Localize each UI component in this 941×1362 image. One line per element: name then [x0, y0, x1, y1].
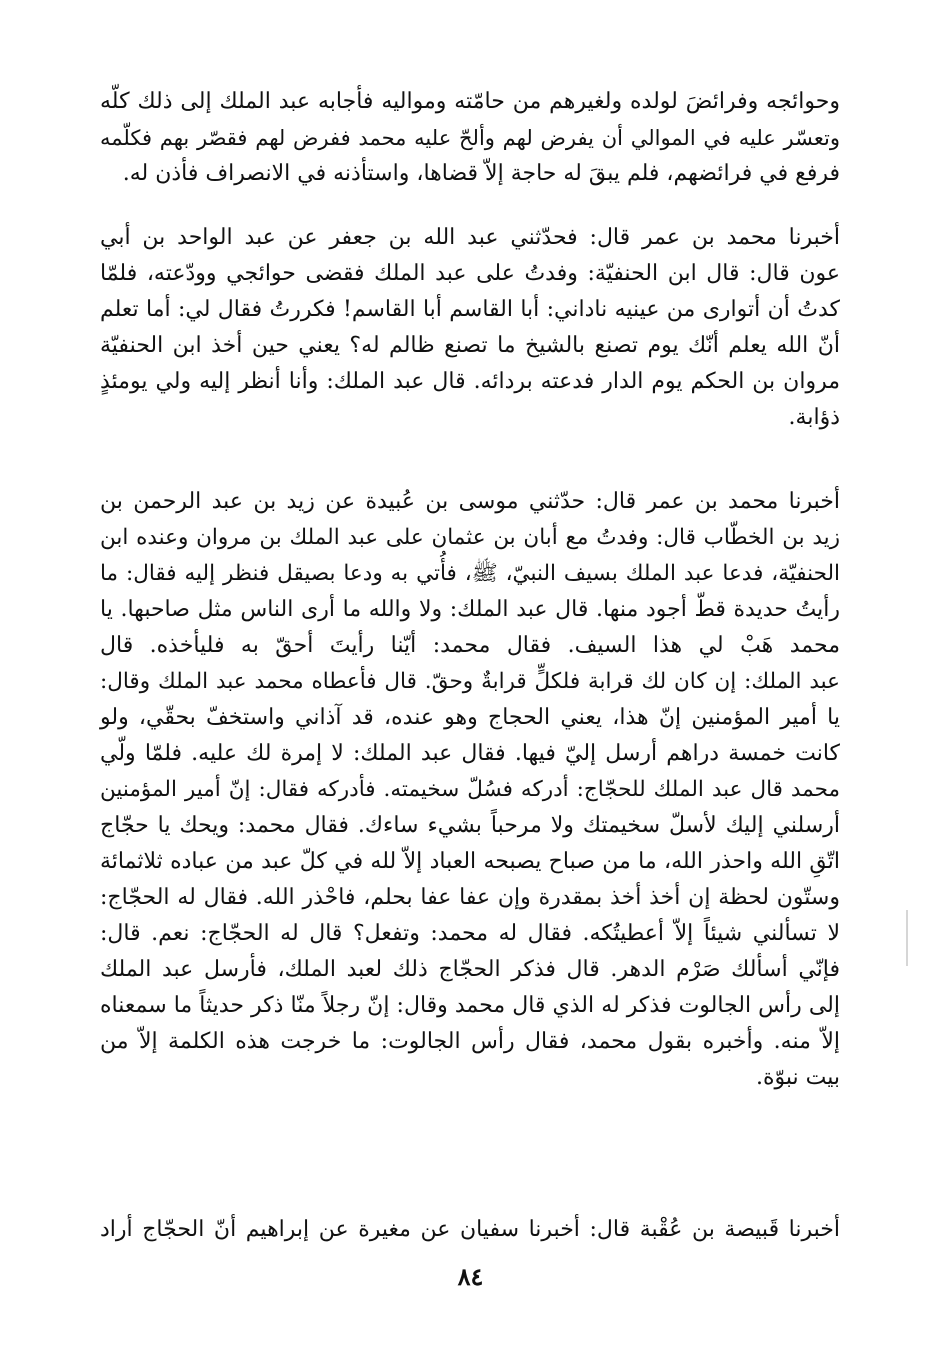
text-line: عون قال: قال ابن الحنفيّة: وفدتُ على عبد الملك فقضى حوائجي وودّعته، فلمّا — [100, 261, 840, 286]
paragraph-1 — [100, 84, 840, 192]
text-line: وستّون لحظة إن أخذ أخذ بمقدرة وإن عفا عفا بحلم، فاحْذر الله. فقال له الحجّاج: — [100, 885, 840, 910]
text-line: زيد بن الخطّاب قال: وفدتُ مع أبان بن عثمان على عبد الملك بن مروان وعنده ابن — [100, 525, 840, 550]
text-line: أرسلني إليك لأسلّ سخيمتك ولا مرحباً بشيء ساءك. فقال محمد: ويحك يا حجّاج — [100, 813, 840, 838]
page-number: ٨٤ — [457, 1262, 484, 1291]
text-line: إلاّ منه. وأخبره بقول محمد، فقال رأس الجالوت: ما خرجت هذه الكلمة إلاّ من — [100, 1029, 840, 1054]
text-line: فإنّي أسألك صَرْم الدهر. قال فذكر الحجّاج ذلك لعبد الملك، فأرسل عبد الملك — [100, 957, 840, 982]
text-line: الحنفيّة، فدعا عبد الملك بسيف النبيّ، ﷺ، فأُتي به ودعا بصيقل فنظر إليه فقال: ما — [100, 561, 840, 586]
text-line: محمد قال عبد الملك للحجّاج: أدركه فسُلّ سخيمته. فأدركه فقال: إنّ أمير المؤمنين — [100, 777, 840, 802]
text-line: عبد الملك: إن كان لك قرابة فلكلٍّ قرابةٌ وحقّ. قال فأعطاه محمد عبد الملك وقال: — [100, 669, 840, 694]
text-line: وحوائجه وفرائضَ لولده ولغيرهم من حامّته ومواليه فأجابه عبد الملك إلى ذلك كلّه — [100, 89, 840, 114]
text-line: فرفع في فرائضهم، فلم يبقَ له حاجة إلاّ قضاها، واستأذنه في الانصراف فأذن له. — [122, 161, 840, 186]
text-line: أخبرنا قَبيصة بن عُقْبة قال: أخبرنا سفيان عن مغيرة عن إبراهيم أنّ الحجّاج أراد — [100, 1217, 840, 1242]
text-line: اتّقِ الله واحذر الله، ما من صباح يصبحه العباد إلاّ لله في كلّ عبد من عباده ثلاثمائة — [100, 849, 840, 874]
scan-mark — [906, 910, 908, 966]
text-line: ذؤابة. — [788, 405, 840, 430]
text-line: مروان بن الحكم يوم الدار فدعته بردائه. قال عبد الملك: وأنا أنظر إليه ولي يومئذٍ — [100, 369, 840, 394]
text-line: محمد هَبْ لي هذا السيف. فقال محمد: أيّنا رأيتَ أحقّ به فليأخذه. قال — [100, 633, 840, 658]
text-line: أنّ الله يعلم أنّك يوم تصنع بالشيخ ما تصنع ظالم له؟ يعني حين أخذ ابن الحنفيّة — [100, 333, 840, 358]
paragraph-3 — [100, 484, 840, 1096]
text-line: يا أمير المؤمنين إنّ هذا، يعني الحجاج وهو عنده، قد آذاني واستخفّ بحقّي، ولو — [100, 705, 840, 730]
paragraph-4 — [100, 1212, 840, 1248]
text-line: بيت نبوّة. — [755, 1065, 840, 1090]
paragraph-2 — [100, 220, 840, 436]
text-line: وتعسّر عليه في الموالي أن يفرض لهم وألحّ عليه محمد ففرض لهم فقصّر بهم فكلّمه — [100, 126, 840, 150]
text-line: أخبرنا محمد بن عمر قال: فحدّثني عبد الله بن جعفر عن عبد الواحد بن أبي — [100, 225, 840, 250]
text-line: رأيتُ حديدة قطّ أجود منها. قال عبد الملك: ولا والله ما أرى الناس مثل صاحبها. يا — [100, 597, 840, 622]
text-line: أخبرنا محمد بن عمر قال: حدّثني موسى بن عُبيدة عن زيد بن عبد الرحمن بن — [100, 489, 840, 514]
text-line: كانت خمسة دراهم أرسل إليّ فيها. فقال عبد الملك: لا إمرة لك عليه. فلمّا ولّي — [100, 741, 840, 766]
text-line: إلى رأس الجالوت فذكر له الذي قال محمد وقال: إنّ رجلاً منّا ذكر حديثاً ما سمعناه — [100, 993, 840, 1018]
text-line: كدتُ أن أتوارى من عينيه ناداني: أبا القاسم أبا القاسم! فكررتُ فقال لي: أما تعلم — [100, 297, 840, 322]
text-line: لا تسألني شيئاً إلاّ أعطيتُكه. فقال له محمد: وتفعل؟ قال له الحجّاج: نعم. قال: — [100, 921, 840, 946]
